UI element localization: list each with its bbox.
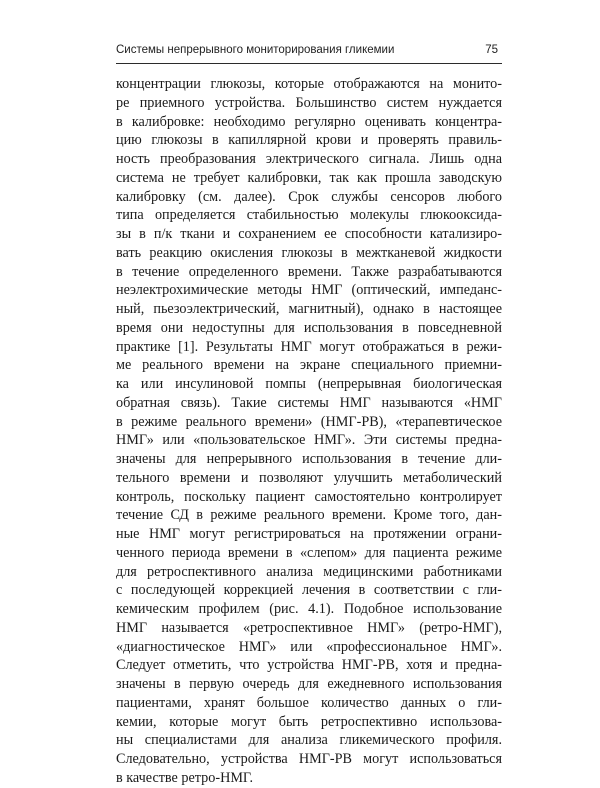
text-line: ный, пьезоэлектрический, магнитный), однако в настоящее (116, 301, 502, 317)
text-line: ченного периода времени в «слепом» для пациента режиме (116, 544, 502, 561)
chapter-title: Системы непрерывного мониторирования гликемии (116, 44, 395, 56)
text-line: практике [1]. Результаты НМГ могут отображаться в режи- (116, 338, 502, 355)
text-line: ны специалистами для анализа гликемического профиля. (116, 732, 502, 749)
text-line: контроль, поскольку пациент самостоятельно контролирует (116, 488, 502, 505)
text-line: пациентами, хранят большое количество данных о гли- (116, 694, 502, 711)
text-line: система не требует калибровки, так как прошла заводскую (116, 169, 502, 186)
text-line: ре приемного устройства. Большинство систем нуждается (116, 94, 502, 111)
text-line: для ретроспективного анализа медицинскими работниками (116, 563, 502, 580)
text-line: с последующей коррекцией лечения в соответствии с гли- (116, 582, 502, 599)
text-line: концентрации глюкозы, которые отображаются на монито- (116, 76, 502, 92)
body-paragraph (116, 75, 502, 788)
text-line: ность преобразования электрического сигнала. Лишь одна (116, 151, 502, 167)
text-line: в режиме реального времени» (НМГ-РВ), «терапевтическое (116, 413, 502, 430)
text-line: течение СД в режиме реального времени. Кроме того, дан- (116, 507, 502, 524)
text-line: в калибровке: необходимо регулярно оценивать концентра- (116, 113, 502, 130)
text-line: ме реального времени на экране специального приемни- (116, 357, 502, 374)
text-line: НМГ» или «пользовательское НМГ». Эти системы предна- (116, 432, 502, 449)
text-line: кемическим профилем (рис. 4.1). Подобное использование (116, 601, 502, 617)
text-line: обратная связь). Такие системы НМГ называются «НМГ (116, 394, 502, 411)
text-line: НМГ называется «ретроспективное НМГ» (ретро-НМГ), (116, 619, 502, 636)
text-line: ка или инсулиновой помпы (непрерывная биологическая (116, 376, 502, 392)
text-line: значены для непрерывного использования в течение дли- (116, 451, 502, 467)
text-line: зы в п/к ткани и сохранением ее способности катализиро- (116, 226, 502, 242)
text-line: типа определяется стабильностью молекулы глюкооксида- (116, 207, 502, 224)
text-line: вать реакцию окисления глюкозы в межтканевой жидкости (116, 244, 502, 261)
text-line: значены в первую очередь для ежедневного использования (116, 676, 502, 692)
text-line: в течение определенного времени. Также разрабатываются (116, 263, 502, 280)
text-line: калибровку (см. далее). Срок службы сенсоров любого (116, 188, 502, 205)
text-line: цию глюкозы в капиллярной крови и проверять правиль- (116, 132, 502, 149)
running-header (116, 41, 502, 64)
text-line: «диагностическое НМГ» или «профессиональное НМГ». (116, 638, 502, 655)
text-line: Следовательно, устройства НМГ-РВ могут использоваться (116, 751, 502, 767)
page-number: 75 (485, 44, 498, 56)
text-line: тельного времени и позволяют улучшить метаболический (116, 469, 502, 486)
text-line: время они недоступны для использования в повседневной (116, 319, 502, 336)
text-line: неэлектрохимические методы НМГ (оптический, импеданс- (116, 282, 502, 299)
text-line: в качестве ретро-НМГ. (116, 769, 254, 786)
text-line: ные НМГ могут регистрироваться на протяжении ограни- (116, 526, 502, 542)
text-line: кемии, которые могут быть ретроспективно использова- (116, 713, 502, 730)
text-line: Следует отметить, что устройства НМГ-РВ, хотя и предна- (116, 657, 502, 674)
